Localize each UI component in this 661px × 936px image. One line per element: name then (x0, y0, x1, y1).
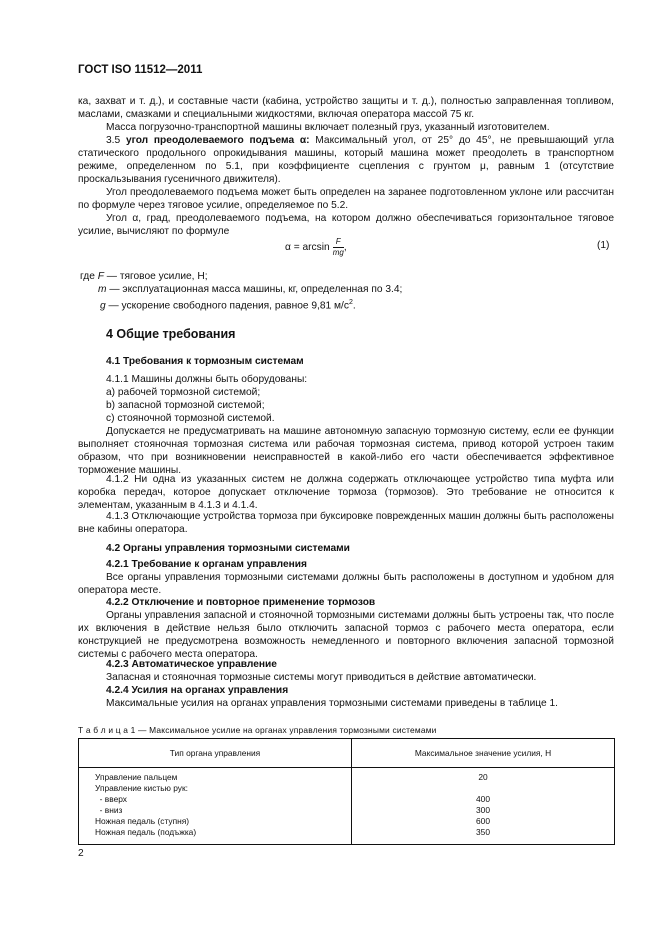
paragraph-continuation: ка, захват и т. д.), и составные части (кабина, устройство защиты и т. д.), полностью заправленная топливом, маслами, смазками и специальными жидкостями, включая оператора массой 75 кг. (78, 96, 614, 120)
page-number: 2 (78, 848, 84, 859)
term-title: угол преодолеваемого подъема (125, 135, 295, 146)
list-item: c) стояночной тормозной системой. (106, 413, 275, 424)
legend-row: m — эксплуатационная масса машины, кг, определенная по 3.4; (98, 284, 403, 295)
paragraph-4-1-2: 4.1.2 Ни одна из указанных систем не должна содержать отключающее устройство типа муфта или коробка передач, которое допускает отключение тормоза (тормозов). Это требование не относится к элементам, указанным в 4.1.3 и 4.1.4. (78, 474, 614, 511)
subsection-heading-4-2-1: 4.2.1 Требование к органам управления (106, 559, 307, 570)
paragraph-4-2-2: Органы управления запасной и стояночной тормозными системами должны быть устроены так, что после их включения в действие нельзя было отключить запасной тормоз с рабочего места оператора, если конструкцией не предусмотрена возможность немедленного и повторного включения запасной тормозной системы с рабочего места оператора. (78, 610, 614, 660)
subsection-heading-4-2: 4.2 Органы управления тормозными системами (106, 543, 350, 554)
legend-row: где F — тяговое усилие, Н; (80, 271, 208, 282)
table-body-row (79, 768, 615, 845)
column-header: Тип органа управления (79, 739, 352, 768)
formula-number: (1) (597, 240, 610, 251)
paragraph-allowed: Допускается не предусматривать на машине автономную запасную тормозную систему, если ее функции выполняет стояночная тормозная система или рабочая тормозная система, привод которой устроен таким образом, что при возникновении неисправностей в какой-либо его части обеспечивается эффективное торможение машины. (78, 426, 614, 476)
paragraph-4-1-1: 4.1.1 Машины должны быть оборудованы: (106, 374, 308, 385)
table-caption: Т а б л и ц а 1 — Максимальное усилие на органах управления тормозными системами (78, 725, 437, 735)
formula-numerator: F (333, 237, 344, 248)
formula-fraction (333, 237, 344, 258)
paragraph-4-1-3: 4.1.3 Отключающие устройства тормоза при буксировке поврежденных машин должны быть расположены вне кабины оператора. (78, 511, 614, 535)
table-cell-values: 20 400 300 600 350 (352, 768, 615, 845)
paragraph-formula-intro: Угол α, град, преодолеваемого подъема, на котором должно обеспечиваться горизонтальное тяговое усилие, вычисляют по формуле (78, 213, 614, 237)
formula (285, 237, 347, 258)
subsection-heading-4-2-4: 4.2.4 Усилия на органах управления (106, 685, 289, 696)
formula-denominator: mg (332, 248, 344, 257)
subsection-heading-4-2-2: 4.2.2 Отключение и повторное применение тормозов (106, 597, 376, 608)
list-item: a) рабочей тормозной системой; (106, 387, 261, 398)
forces-table (78, 738, 615, 845)
column-header: Максимальное значение усилия, Н (352, 739, 615, 768)
formula-lhs: α = arcsin (285, 242, 330, 254)
legend-row: g — ускорение свободного падения, равное 9,81 $м/с^2$. (100, 299, 356, 312)
subsection-heading-4-1: 4.1 Требования к тормозным системам (106, 356, 304, 367)
table-header-row (79, 739, 615, 768)
clause-number: 3.5 (106, 135, 121, 146)
paragraph-4-2-1: Все органы управления тормозными системами должны быть расположены в доступном и удобном для оператора месте. (78, 572, 614, 596)
paragraph-angle: Угол преодолеваемого подъема может быть определен на заранее подготовленном уклоне или рассчитан по формуле через тяговое усилие, определяемое по 5.2. (78, 187, 614, 211)
term-symbol: α: (299, 135, 310, 146)
paragraph-mass: Масса погрузочно-транспортной машины включает полезный груз, указанный изготовителем. (106, 122, 550, 133)
section-heading-4: 4 Общие требования (106, 327, 236, 341)
list-item: b) запасной тормозной системой; (106, 400, 265, 411)
subsection-heading-4-2-3: 4.2.3 Автоматическое управление (106, 659, 277, 670)
table-cell-types: Управление пальцем Управление кистью рук: - вверх - вниз Ножная педаль (ступня) Ножная педаль (подъжка) (79, 768, 352, 845)
paragraph-3-5 (78, 134, 614, 186)
paragraph-4-2-4: Максимальные усилия на органах управления тормозными системами приведены в таблице 1. (106, 698, 559, 709)
paragraph-4-2-3: Запасная и стояночная тормозные системы могут приводиться в действие автоматически. (106, 672, 537, 683)
term-definition: Максимальный угол, от 25° до 45°, не превышающий угла статического продольного опрокидывания машины, который машина может преодолеть в транспортном режиме, определенном по 5.1, при коэффициенте сцепления с грунтом μ, равным 1 (отсутствие проскальзывания гусеничного движителя). (78, 135, 614, 185)
document-header: ГОСТ ISO 11512—2011 (78, 64, 203, 76)
formula-tail: , (343, 242, 347, 254)
